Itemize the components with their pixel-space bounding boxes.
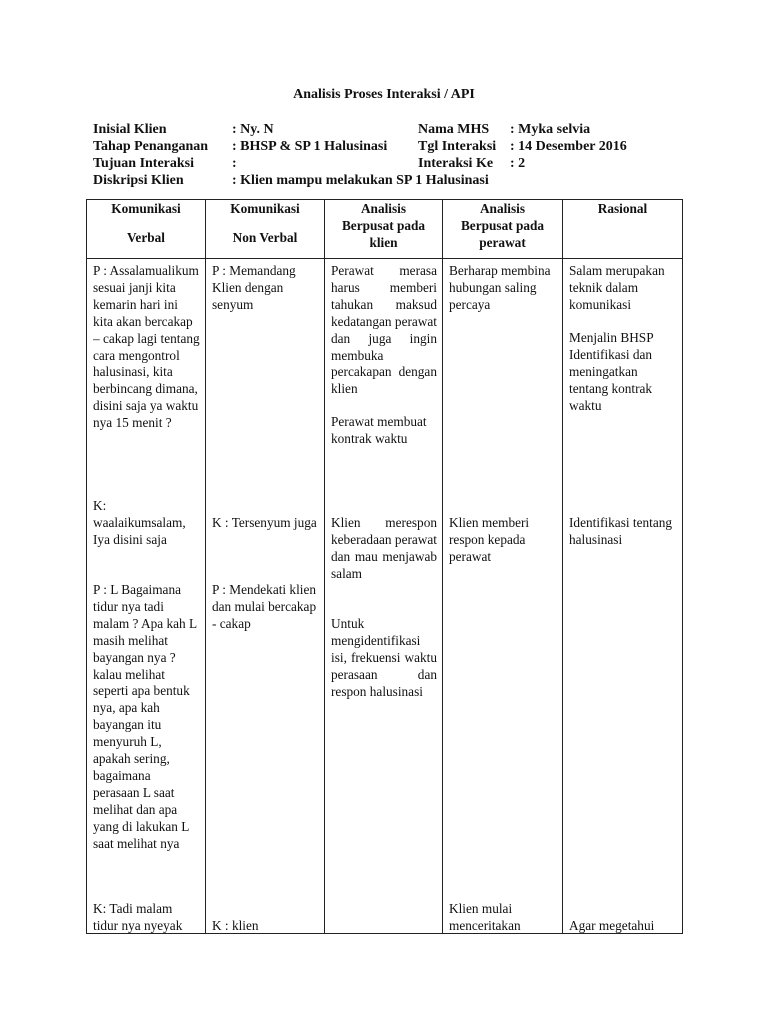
perawat-a2: Klien memberi respon kepada perawat bbox=[449, 515, 530, 564]
nama-label: Nama MHS bbox=[418, 122, 490, 137]
header-analisis-perawat bbox=[443, 200, 563, 259]
rasional-r1: Salam merupakan teknik dalam komunikasi bbox=[569, 263, 665, 312]
interaksi-ke-value: : 2 bbox=[510, 156, 526, 171]
perawat-a3: Klien mulai menceritakan bbox=[449, 901, 521, 933]
diskripsi-label: Diskripsi Klien bbox=[93, 173, 184, 188]
verbal-p2: P : L Bagaimana tidur nya tadi malam ? Apa kah L masih melihat bayangan nya ? kalau melihat seperti apa bentuk nya, apa kah bayangan itu menyuruh L, apakah sering, bagaimana perasaan L saat melihat dan apa yang di lakukan L saat melihat nya bbox=[93, 582, 197, 851]
table-header-row bbox=[87, 200, 683, 259]
rasional-r4: Identifikasi tentang halusinasi bbox=[569, 515, 673, 547]
nama-value: : Myka selvia bbox=[510, 122, 591, 137]
tahap-value: : BHSP & SP 1 Halusinasi bbox=[232, 139, 388, 154]
header-perawat-line3: perawat bbox=[479, 234, 526, 250]
tujuan-label: Tujuan Interaksi bbox=[93, 156, 195, 171]
interaction-analysis-table bbox=[86, 199, 683, 934]
header-klien-line2: Berpusat pada bbox=[341, 217, 426, 233]
header-verbal bbox=[87, 200, 206, 259]
inisial-value: : Ny. N bbox=[232, 122, 274, 137]
interaksi-ke-label: Interaksi Ke bbox=[418, 156, 494, 171]
header-perawat-line1: Analisis bbox=[479, 201, 526, 216]
cell-analisis-klien bbox=[325, 259, 443, 934]
document-title: Analisis Proses Interaksi / API bbox=[293, 87, 475, 102]
perawat-a1: Berharap membina hubungan saling percaya bbox=[449, 263, 551, 312]
header-klien-line3: klien bbox=[369, 234, 398, 250]
header-nonverbal bbox=[206, 200, 325, 259]
header-nonverbal-line2: Non Verbal bbox=[232, 229, 298, 245]
tujuan-value: : bbox=[232, 156, 237, 171]
tgl-value: : 14 Desember 2016 bbox=[510, 139, 627, 154]
verbal-k1: K: waalaikumsalam, Iya disini saja bbox=[93, 498, 186, 547]
tahap-label: Tahap Penanganan bbox=[93, 139, 209, 154]
rasional-r3: Identifikasi dan meningatkan tentang kontrak waktu bbox=[569, 347, 653, 413]
cell-verbal bbox=[87, 259, 206, 934]
client-info-block bbox=[93, 121, 693, 191]
nonverbal-k2: K : klien bbox=[212, 918, 259, 933]
nonverbal-p2: P : Mendekati klien dan mulai bercakap - cakap bbox=[212, 582, 317, 631]
verbal-p1: P : Assalamualikum sesuai janji kita kemarin hari ini kita akan bercakap – cakap lagi tentang cara mengontrol halusinasi, kita berbincang dimana, disini saja ya waktu nya 15 menit ? bbox=[93, 263, 200, 431]
header-verbal-line2: Verbal bbox=[127, 229, 165, 245]
header-verbal-line1: Komunikasi bbox=[111, 201, 181, 216]
header-rasional bbox=[563, 200, 683, 259]
header-nonverbal-line1: Komunikasi bbox=[230, 201, 300, 216]
klien-a3: Klien merespon keberadaan perawat dan mau menjawab salam bbox=[331, 515, 437, 581]
header-rasional-label: Rasional bbox=[597, 201, 648, 216]
header-klien-line1: Analisis bbox=[360, 201, 407, 216]
klien-a1: Perawat merasa harus memberi tahukan maksud kedatangan perawat dan juga ingin membuka percakapan dengan klien bbox=[331, 263, 437, 397]
cell-nonverbal bbox=[206, 259, 325, 934]
cell-rasional bbox=[563, 259, 683, 934]
tgl-label: Tgl Interaksi bbox=[418, 139, 497, 154]
cell-analisis-perawat bbox=[443, 259, 563, 934]
inisial-label: Inisial Klien bbox=[93, 122, 167, 137]
rasional-r2: Menjalin BHSP bbox=[569, 330, 654, 345]
nonverbal-k1: K : Tersenyum juga bbox=[212, 515, 317, 530]
header-perawat-line2: Berpusat pada bbox=[460, 217, 545, 233]
diskripsi-value: : Klien mampu melakukan SP 1 Halusinasi bbox=[232, 173, 489, 188]
nonverbal-p1: P : Memandang Klien dengan senyum bbox=[212, 263, 296, 312]
verbal-k2: K: Tadi malam tidur nya nyeyak bbox=[93, 901, 183, 933]
klien-a2: Perawat membuat kontrak waktu bbox=[331, 414, 427, 446]
header-analisis-klien bbox=[325, 200, 443, 259]
table-row bbox=[87, 259, 683, 934]
rasional-r5: Agar megetahui bbox=[569, 918, 655, 933]
klien-a4: Untuk mengidentifikasi isi, frekuensi waktu perasaan dan respon halusinasi bbox=[331, 616, 437, 699]
